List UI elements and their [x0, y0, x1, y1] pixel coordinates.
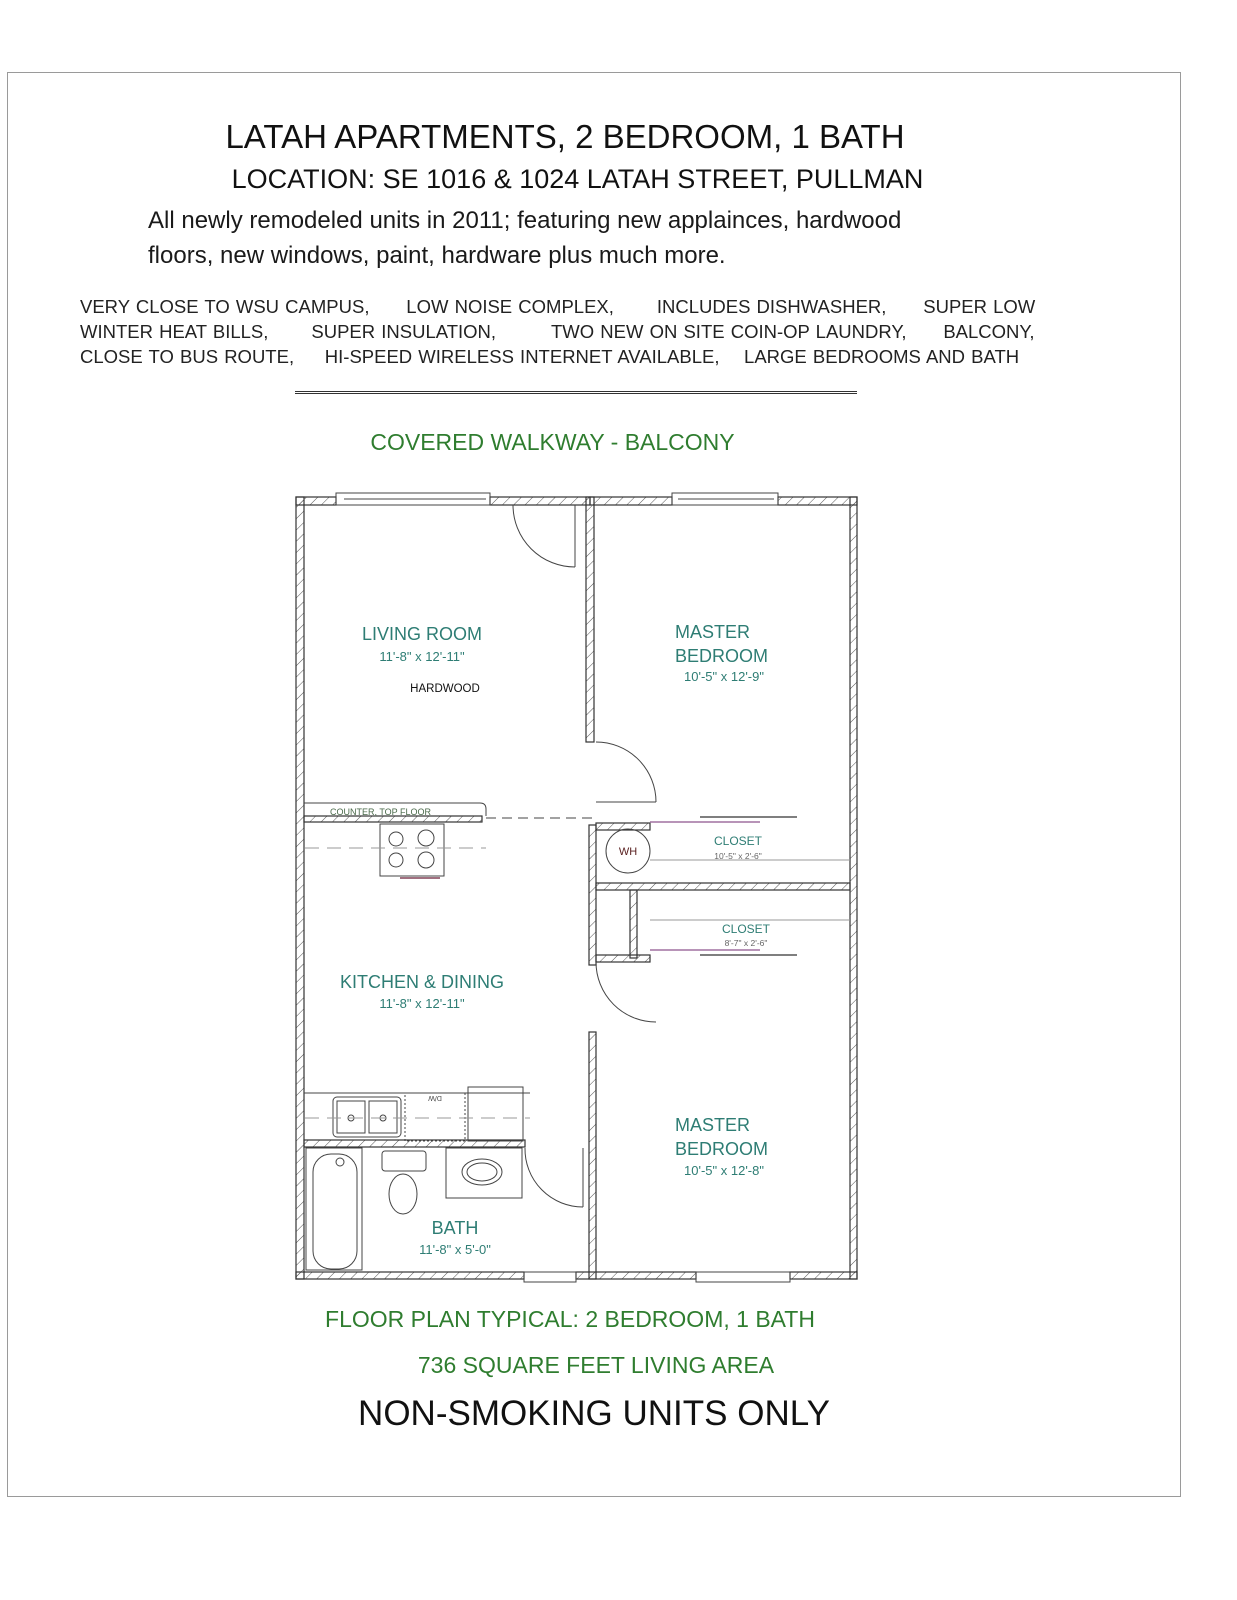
- dishwasher-label: D/W: [428, 1094, 442, 1101]
- living-room-label: LIVING ROOM: [361, 624, 483, 644]
- closet-1-label: CLOSET: [713, 834, 763, 848]
- master-bedroom-2-label-1: MASTER: [675, 1115, 751, 1135]
- master-bedroom-1-label-2: BEDROOM: [675, 646, 769, 666]
- kitchen-sink-run: [304, 1087, 530, 1141]
- features-line-2: WINTER HEAT BILLS, SUPER INSULATION, TWO NEW ON SITE COIN-OP LAUNDRY, BALCONY,: [80, 321, 1035, 342]
- master-bedroom-2-size: 10'-5" x 12'-8": [684, 1163, 764, 1178]
- water-heater-label: WH: [618, 846, 638, 858]
- bath-size: 11'-8" x 5'-0": [419, 1242, 491, 1257]
- page-title: LATAH APARTMENTS, 2 BEDROOM, 1 BATH: [225, 118, 905, 155]
- floor-plan-caption: FLOOR PLAN TYPICAL: 2 BEDROOM, 1 BATH: [325, 1306, 815, 1332]
- walkway-label: COVERED WALKWAY - BALCONY: [370, 429, 735, 455]
- living-room-floor-note: HARDWOOD: [410, 683, 480, 695]
- closet-1-size: 10'-5" x 2'-6": [714, 851, 762, 861]
- master-bedroom-1-size: 10'-5" x 12'-9": [684, 669, 764, 684]
- description-line-1: All newly remodeled units in 2011; featuring new applainces, hardwood: [148, 207, 902, 234]
- walls: [296, 497, 857, 1279]
- bath-label: BATH: [431, 1218, 479, 1238]
- description-line-2: floors, new windows, paint, hardware plus much more.: [148, 242, 726, 269]
- location-line: LOCATION: SE 1016 & 1024 LATAH STREET, PULLMAN: [231, 164, 924, 194]
- closet-2-label: CLOSET: [721, 922, 771, 936]
- non-smoking-notice: NON-SMOKING UNITS ONLY: [358, 1394, 830, 1433]
- kitchen-label: KITCHEN & DINING: [339, 972, 505, 992]
- living-room-size: 11'-8" x 12'-11": [379, 649, 465, 664]
- counter-label: COUNTER, TOP FLOOR: [330, 807, 432, 817]
- master-bedroom-2-label-2: BEDROOM: [675, 1139, 769, 1159]
- features-line-1: VERY CLOSE TO WSU CAMPUS, LOW NOISE COMPLEX, INCLUDES DISHWASHER, SUPER LOW: [80, 296, 1036, 317]
- square-footage: 736 SQUARE FEET LIVING AREA: [417, 1352, 775, 1378]
- kitchen-size: 11'-8" x 12'-11": [379, 996, 465, 1011]
- room-labels: [330, 622, 771, 1257]
- features-line-3: CLOSE TO BUS ROUTE, HI-SPEED WIRELESS INTERNET AVAILABLE, LARGE BEDROOMS AND BATH: [80, 346, 1020, 367]
- closet-2-size: 8'-7" x 2'-6": [724, 938, 768, 948]
- master-bedroom-1-label-1: MASTER: [675, 622, 751, 642]
